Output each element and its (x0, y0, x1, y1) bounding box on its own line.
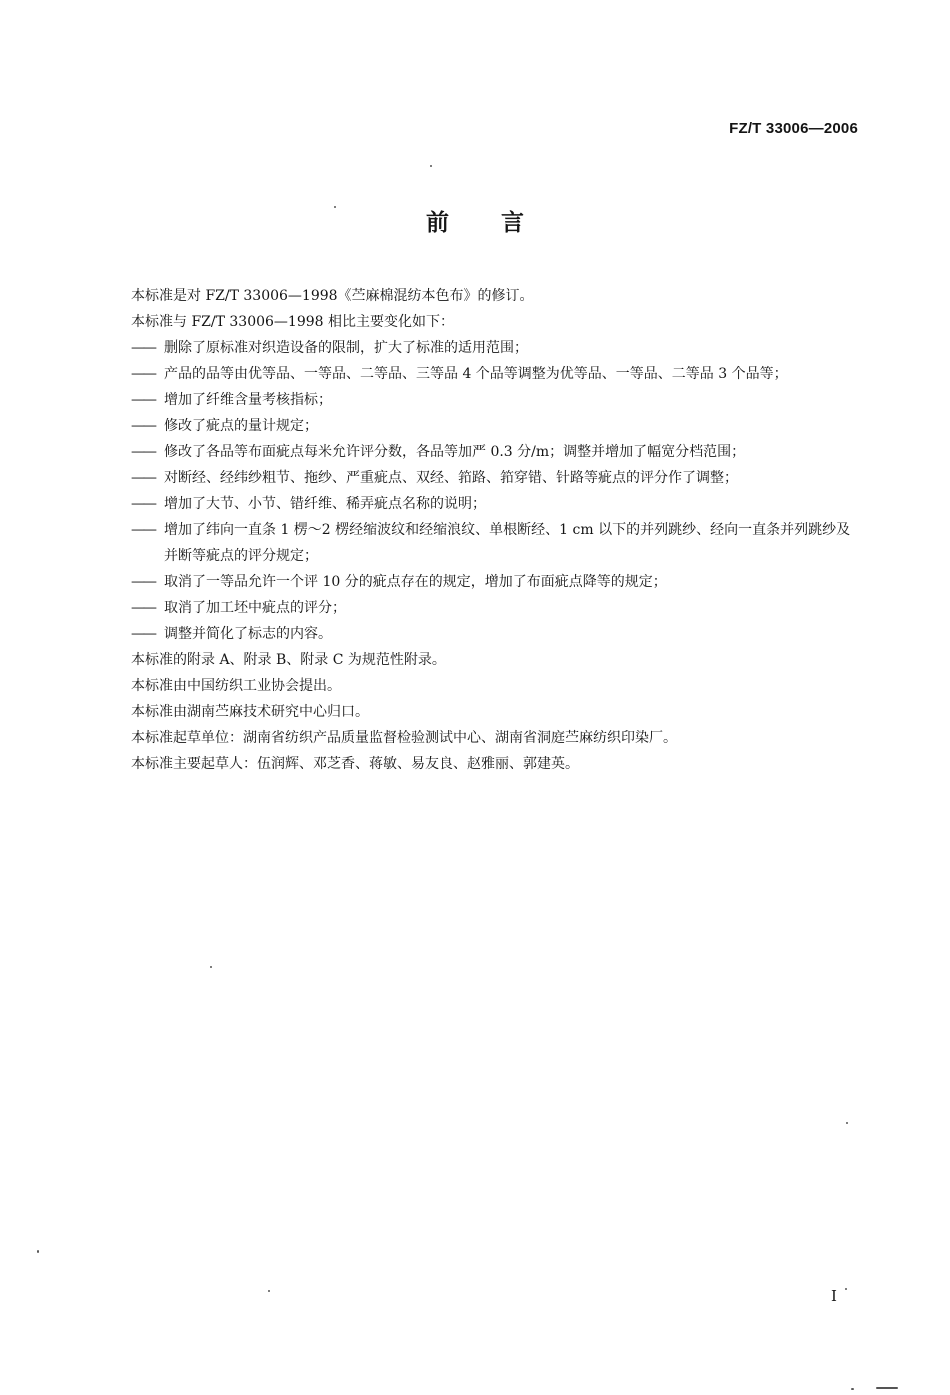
scan-speck (845, 1288, 847, 1290)
scan-speck (334, 206, 336, 208)
dash-marker: —— (131, 626, 155, 642)
change-item (131, 491, 861, 517)
foreword-body (131, 283, 861, 777)
dash-marker: —— (131, 418, 155, 434)
change-item-text: 调整并简化了标志的内容。 (164, 626, 332, 642)
change-item-text: 增加了大节、小节、错纤维、稀弄疵点名称的说明； (164, 496, 486, 512)
dash-marker: —— (131, 340, 155, 356)
title-char-2: 言 (501, 210, 524, 236)
scan-speck (846, 1122, 848, 1124)
page-number: I (831, 1287, 837, 1305)
drafters-paragraph: 本标准主要起草人：伍润辉、邓芝香、蒋敏、易友良、赵雅丽、郭建英。 (131, 756, 579, 772)
change-item (131, 335, 861, 361)
change-item-text: 取消了一等品允许一个评 10 分的疵点存在的规定，增加了布面疵点降等的规定； (164, 574, 667, 590)
dash-marker: —— (131, 366, 155, 382)
change-item-text: 对断经、经纬纱粗节、拖纱、严重疵点、双经、筘路、筘穿错、针路等疵点的评分作了调整； (164, 470, 738, 486)
dash-marker: —— (131, 392, 155, 408)
change-item-text: 产品的品等由优等品、一等品、二等品、三等品 4 个品等调整为优等品、一等品、二等品 3 个品等； (164, 366, 788, 382)
dash-marker: —— (131, 496, 155, 512)
standard-code: FZ/T 33006—2006 (729, 120, 858, 137)
scan-speck (37, 1250, 39, 1253)
change-item (131, 413, 861, 439)
intro-paragraph: 本标准是对 FZ/T 33006—1998《苎麻棉混纺本色布》的修订。 (131, 288, 534, 304)
scan-speck (268, 1290, 270, 1292)
change-item (131, 595, 861, 621)
change-item (131, 517, 861, 569)
scan-speck (851, 1388, 854, 1390)
dash-marker: —— (131, 522, 155, 538)
administrator-paragraph: 本标准由湖南苎麻技术研究中心归口。 (131, 704, 369, 720)
scan-speck (430, 165, 432, 167)
change-item-text: 增加了纤维含量考核指标； (164, 392, 332, 408)
changes-intro-paragraph: 本标准与 FZ/T 33006—1998 相比主要变化如下： (131, 314, 455, 330)
dash-marker: —— (131, 470, 155, 486)
change-item-text: 取消了加工坯中疵点的评分； (164, 600, 346, 616)
change-item (131, 569, 861, 595)
annex-paragraph: 本标准的附录 A、附录 B、附录 C 为规范性附录。 (131, 652, 446, 668)
change-item-text: 增加了纬向一直条 1 楞～2 楞经缩波纹和经缩浪纹、单根断经、1 cm 以下的并列跳纱、经向一直条并列跳纱及并断等疵点的评分规定； (164, 522, 851, 564)
change-item (131, 439, 861, 465)
dash-marker: —— (131, 444, 155, 460)
change-item (131, 361, 861, 387)
proposer-paragraph: 本标准由中国纺织工业协会提出。 (131, 678, 341, 694)
title-char-1: 前 (426, 210, 449, 236)
change-item (131, 387, 861, 413)
change-item-text: 修改了疵点的量计规定； (164, 418, 318, 434)
dash-marker: —— (131, 574, 155, 590)
change-item-text: 删除了原标准对织造设备的限制，扩大了标准的适用范围； (164, 340, 528, 356)
scan-speck (210, 966, 212, 968)
scan-speck (876, 1387, 898, 1389)
drafting-units-paragraph: 本标准起草单位：湖南省纺织产品质量监督检验测试中心、湖南省洞庭苎麻纺织印染厂。 (131, 730, 677, 746)
change-item (131, 621, 861, 647)
page-title (0, 204, 950, 237)
change-item (131, 465, 861, 491)
change-item-text: 修改了各品等布面疵点每米允许评分数，各品等加严 0.3 分/m；调整并增加了幅宽分档范围； (164, 444, 746, 460)
dash-marker: —— (131, 600, 155, 616)
